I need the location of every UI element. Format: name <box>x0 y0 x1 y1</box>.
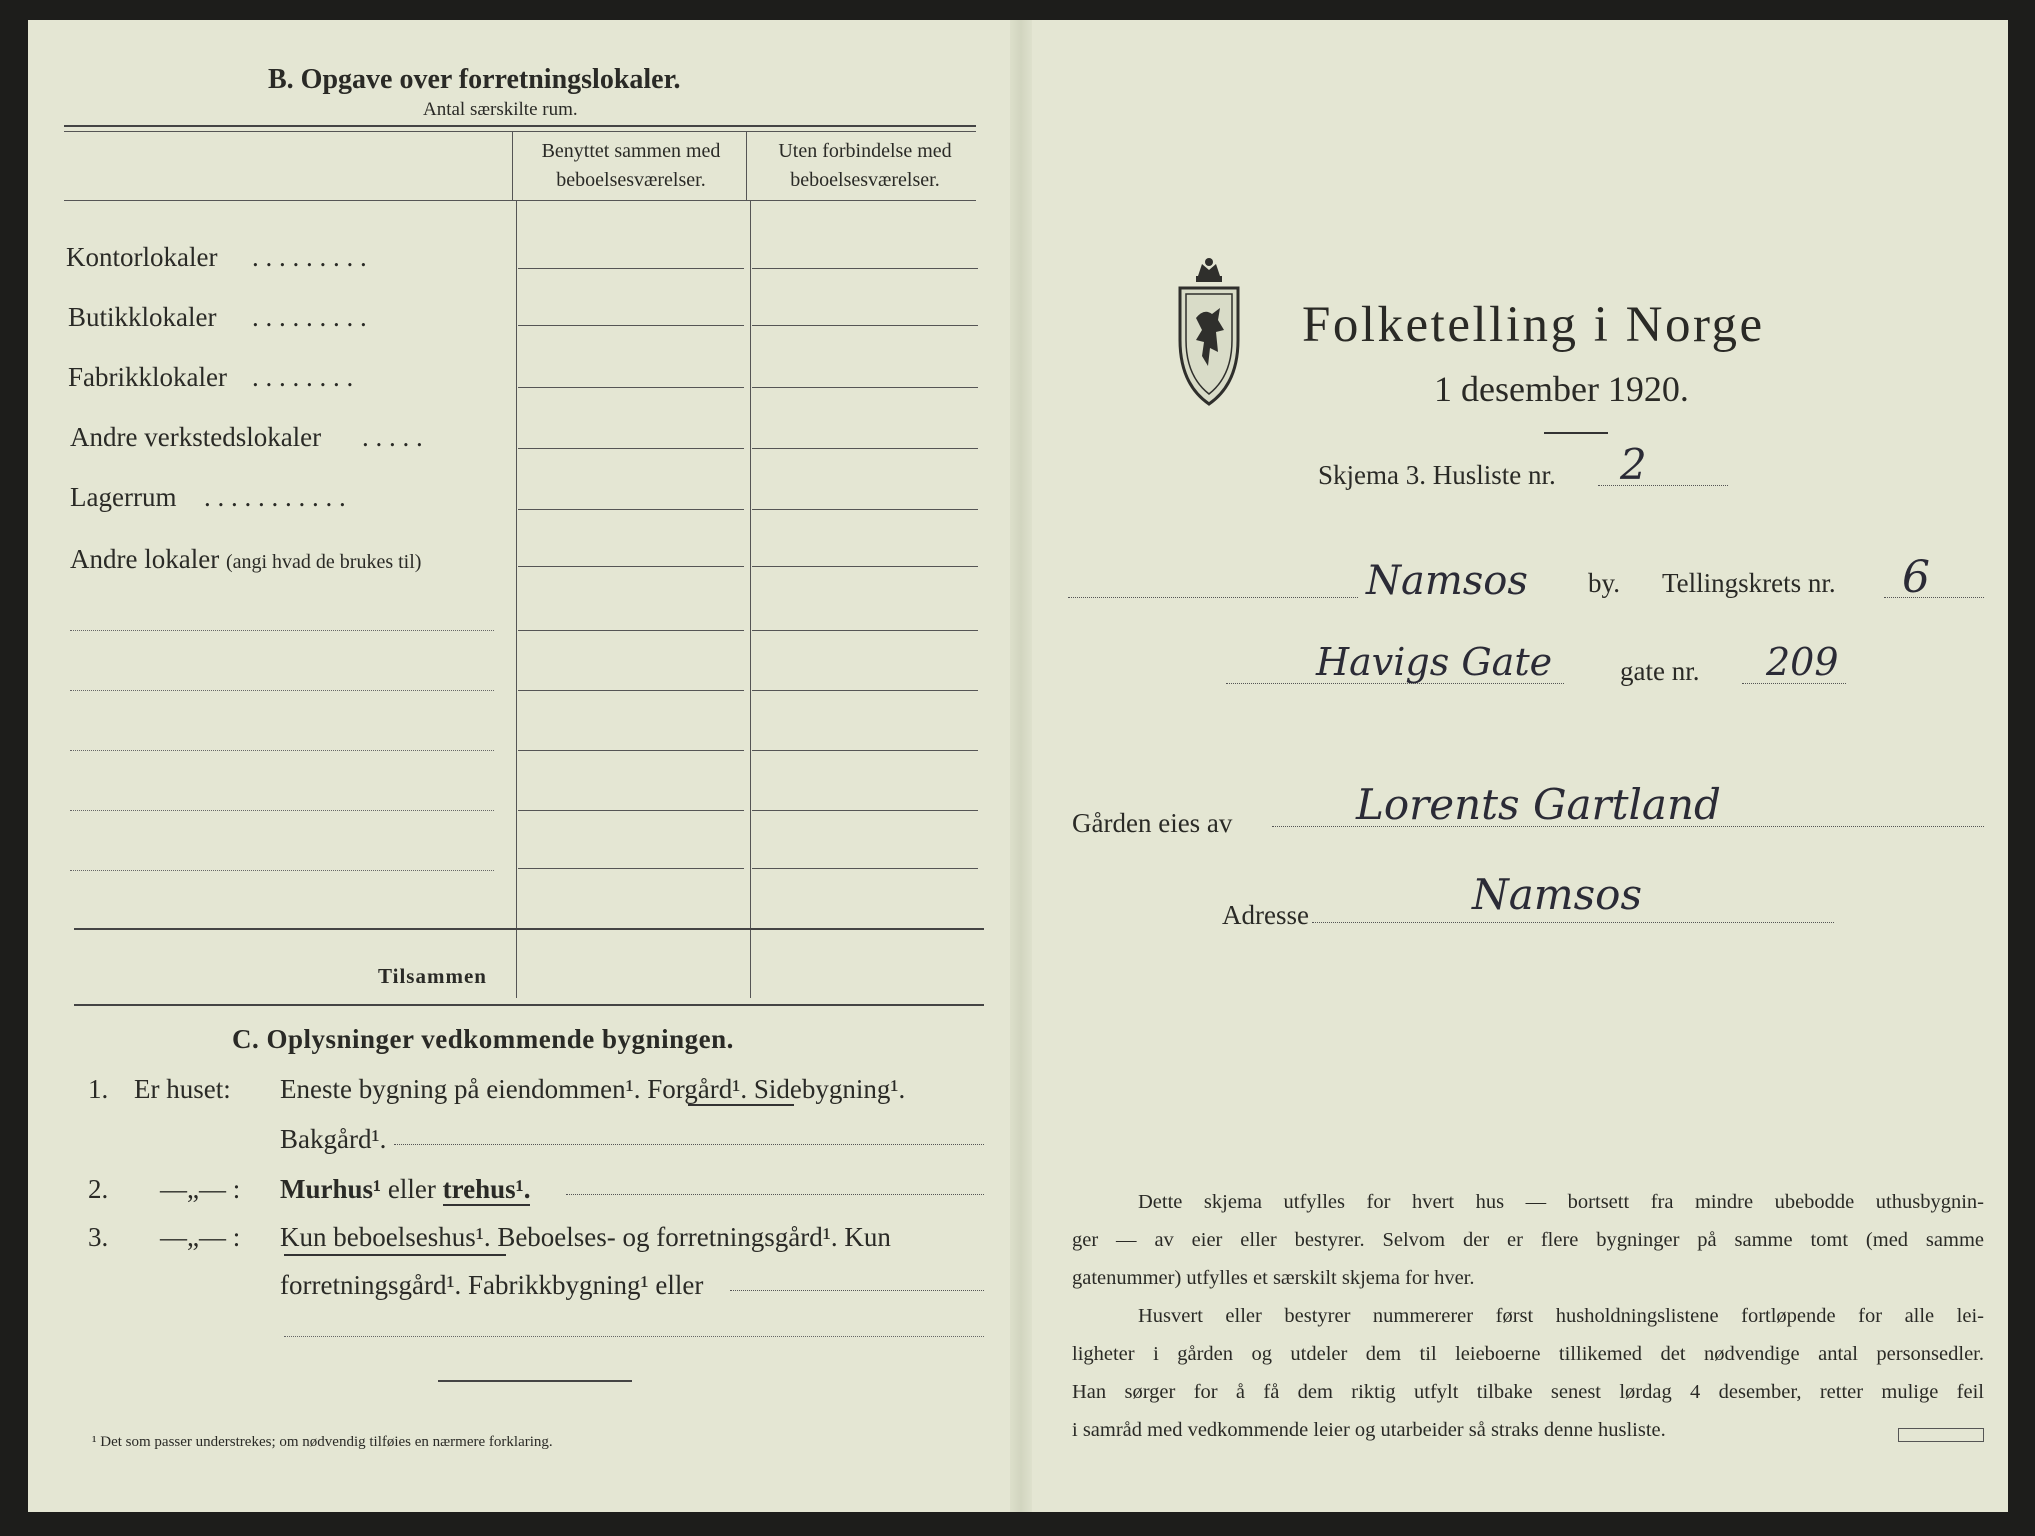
instruction-line: Han sørger for å få dem riktig utfylt tilbake senest lørdag 4 desember, retter mulige feil <box>1072 1381 1984 1403</box>
item1-continuation: Bakgård¹. <box>280 1124 387 1154</box>
andre-lokaler-label: Andre lokaler <box>70 544 220 574</box>
row-label-butikklokaler: Butikklokaler <box>68 302 217 332</box>
district-label: Tellingskrets nr. <box>1662 568 1836 598</box>
item1-number: 1. <box>88 1074 109 1104</box>
schema-label: Skjema 3. Husliste nr. <box>1318 460 1556 490</box>
item1-text: Eneste bygning på eiendommen¹. Forgård¹. Sidebygning¹. <box>280 1074 906 1104</box>
item3-number: 3. <box>88 1222 109 1252</box>
item3-continuation: forretningsgård¹. Fabrikkbygning¹ eller <box>280 1270 704 1300</box>
murhus-option: Murhus¹ <box>280 1174 382 1204</box>
instruction-line: Dette skjema utfylles for hvert hus — bortsett fra mindre ubebodde uthusbygnin- <box>1138 1191 1984 1213</box>
col2-header-line2: beboelsesværelser. <box>790 169 940 191</box>
instruction-line: Husvert eller bestyrer nummererer først husholdningslistene fortløpende for alle lei- <box>1138 1305 1984 1327</box>
row-label-lagerrum: Lagerrum <box>70 482 177 512</box>
row-label-andre-lokaler <box>70 544 421 575</box>
row-label-andre-verkstedslokaler: Andre verkstedslokaler <box>70 422 322 452</box>
row-label-kontorlokaler: Kontorlokaler <box>66 242 218 272</box>
section-b-subtitle: Antal særskilte rum. <box>423 99 578 120</box>
section-c-title: C. Oplysninger vedkommende bygningen. <box>232 1024 734 1054</box>
item2-eller: eller <box>387 1174 436 1204</box>
street-number: 209 <box>1766 640 1839 684</box>
city-handwritten: Namsos <box>1366 558 1528 604</box>
printer-stamp <box>1898 1428 1984 1442</box>
address-label: Adresse <box>1222 900 1309 930</box>
col1-header-line2: beboelsesværelser. <box>556 169 706 191</box>
district-number: 6 <box>1902 552 1930 603</box>
item3-text: Kun beboelseshus¹. Beboelses- og forretningsgård¹. Kun <box>280 1222 891 1252</box>
item2-number: 2. <box>88 1174 109 1204</box>
instruction-line: ger — av eier eller bestyrer. Selvom der er flere bygninger på samme tomt (med samme <box>1072 1229 1984 1251</box>
andre-lokaler-note: (angi hvad de brukes til) <box>225 551 422 573</box>
total-label: Tilsammen <box>378 964 487 988</box>
instruction-line: ligheter i gården og utdeler dem til leieboerne tillikemed det nødvendige antal personsedler. <box>1072 1343 1984 1365</box>
row-dots: . . . . . . . . . <box>252 302 367 332</box>
col2-header-line1: Uten forbindelse med <box>778 140 952 162</box>
form-title: Folketelling i Norge <box>1302 297 1765 353</box>
street-label: gate nr. <box>1620 656 1700 686</box>
row-dots: . . . . . . . . . . . <box>204 482 346 512</box>
trehus-option: trehus¹. <box>442 1174 531 1204</box>
instruction-line: i samråd med vedkommende leier og utarbeider så straks denne husliste. <box>1072 1419 1666 1441</box>
owner-label: Gården eies av <box>1072 808 1233 838</box>
col1-header-line1: Benyttet sammen med <box>541 140 721 162</box>
row-dots: . . . . . . . . <box>252 362 354 392</box>
footnote: ¹ Det som passer understrekes; om nødvendig tilføies en nærmere forklaring. <box>92 1434 553 1450</box>
row-dots: . . . . . <box>362 422 423 452</box>
address-handwritten: Namsos <box>1472 870 1643 919</box>
city-label: by. <box>1588 568 1620 598</box>
section-b-title: B. Opgave over forretningslokaler. <box>268 64 681 95</box>
street-handwritten: Havigs Gate <box>1316 640 1553 684</box>
item2-lead: —„— : <box>160 1174 241 1204</box>
row-dots: . . . . . . . . . <box>252 242 367 272</box>
row-label-fabrikklokaler: Fabrikklokaler <box>68 362 227 392</box>
census-date: 1 desember 1920. <box>1434 369 1689 409</box>
instruction-line: gatenummer) utfylles et særskilt skjema for hver. <box>1072 1267 1475 1289</box>
owner-handwritten: Lorents Gartland <box>1356 780 1721 829</box>
item2-text <box>280 1174 530 1205</box>
page-fold <box>1010 20 1032 1512</box>
husliste-number: 2 <box>1620 440 1647 489</box>
norwegian-coat-of-arms-icon <box>1174 256 1244 408</box>
item1-lead: Er huset: <box>134 1074 231 1104</box>
item3-lead: —„— : <box>160 1222 241 1252</box>
